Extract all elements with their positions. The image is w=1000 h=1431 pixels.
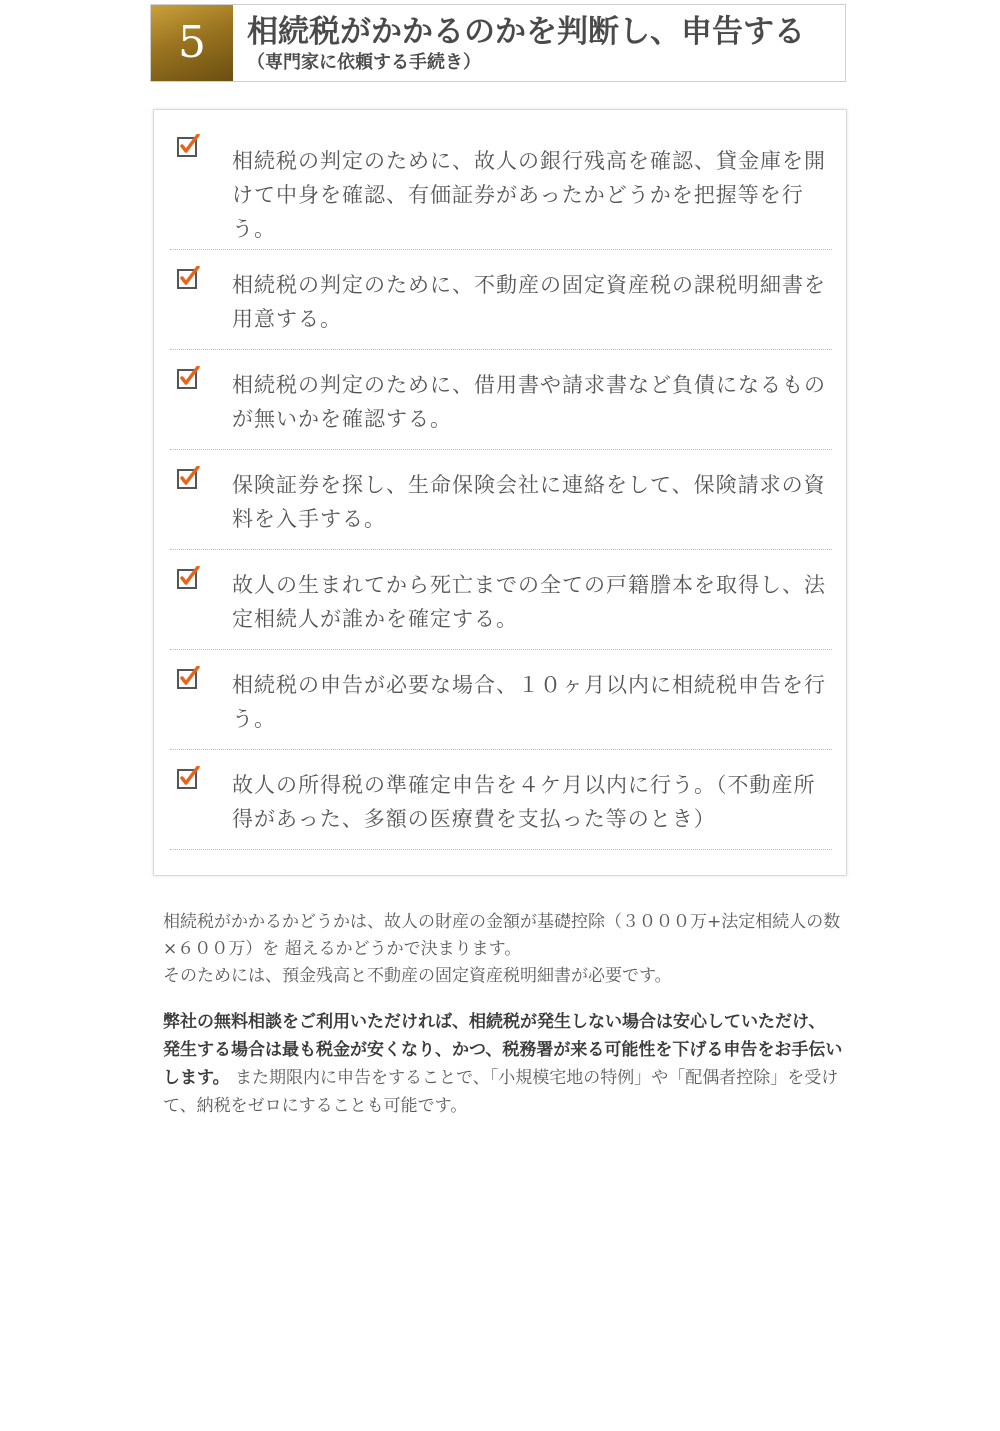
checklist-item-text: 故人の生まれてから死亡までの全ての戸籍謄本を取得し、法定相続人が誰かを確定する。: [232, 573, 826, 631]
consultation-normal-text: また期限内に申告をすることで、「小規模宅地の特例」や「配偶者控除」を受けて、納税をゼロにすることも可能です。: [163, 1068, 839, 1116]
checkbox-checked-icon: [176, 134, 200, 158]
checkbox-checked-icon: [176, 566, 200, 590]
checkbox-checked-icon: [176, 366, 200, 390]
checkbox-checked-icon: [176, 766, 200, 790]
checkbox-checked-icon: [176, 266, 200, 290]
checklist-item-text: 相続税の判定のために、不動産の固定資産税の課税明細書を用意する。: [232, 273, 826, 331]
checkbox-checked-icon: [176, 466, 200, 490]
checklist-item: [170, 350, 832, 450]
step-header: [150, 4, 846, 82]
checklist-item: [170, 650, 832, 750]
step-number-badge: 5: [151, 5, 233, 81]
checklist-item: [170, 750, 832, 850]
step-subtitle: （専門家に依頼する手続き）: [247, 52, 481, 73]
consultation-paragraph: [163, 1008, 843, 1120]
checklist-item-text: 相続税の判定のために、借用書や請求書など負債になるものが無いかを確認する。: [232, 373, 826, 431]
checklist-item-text: 保険証券を探し、生命保険会社に連絡をして、保険請求の資料を入手する。: [232, 473, 826, 531]
info-line-documents: そのためには、預金残高と不動産の固定資産税明細書が必要です。: [163, 966, 672, 986]
consultation-bold-text: 弊社の無料相談をご利用いただければ、相続税が発生しない場合は安心していただけ、 発生する場合は最も税金が安くなり、かつ、税務署が来る可能性を下げる申告をお手伝いします。: [163, 1012, 843, 1088]
checklist-item: [170, 450, 832, 550]
checklist-item-text: 相続税の判定のために、故人の銀行残高を確認、貸金庫を開けて中身を確認、有価証券があったかどうかを把握等を行う。: [232, 149, 826, 241]
checklist-item: [170, 550, 832, 650]
checklist-item: [170, 250, 832, 350]
info-text: [163, 909, 843, 990]
step-title: 相続税がかかるのかを判断し、申告する: [247, 14, 805, 50]
checkbox-checked-icon: [176, 666, 200, 690]
checklist-box: [153, 109, 847, 876]
checklist-item-text: 故人の所得税の準確定申告を４ケ月以内に行う。（不動産所得があった、多額の医療費を支払った等のとき）: [232, 773, 816, 831]
checklist-item-text: 相続税の申告が必要な場合、１０ヶ月以内に相続税申告を行う。: [232, 673, 826, 731]
checklist-item: [170, 120, 832, 250]
info-line-threshold: 相続税がかかるかどうかは、故人の財産の金額が基礎控除（３０００万+法定相続人の数×６００万）を 超えるかどうかで決まります。: [163, 912, 841, 959]
